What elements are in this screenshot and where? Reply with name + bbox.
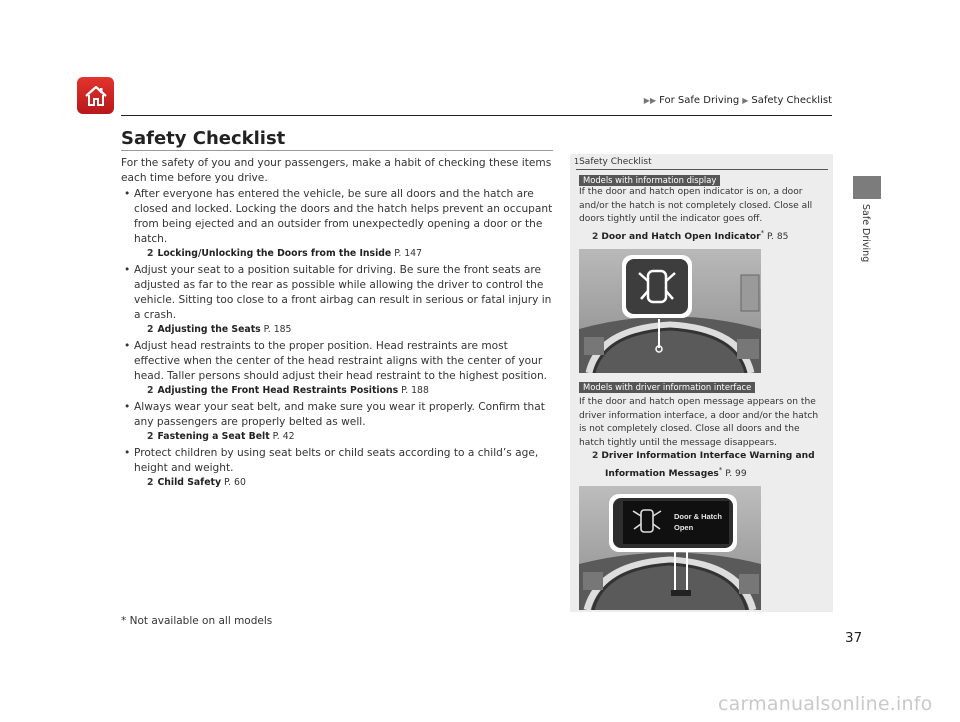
page-number: 37 bbox=[845, 630, 863, 646]
breadcrumb-current: Safety Checklist bbox=[751, 95, 832, 106]
footnote: * Not available on all models bbox=[121, 615, 273, 627]
breadcrumb-parent[interactable]: For Safe Driving bbox=[659, 95, 740, 106]
cross-reference[interactable]: 2 Door and Hatch Open Indicator* P. 85 bbox=[592, 228, 789, 242]
bullet-item: • Always wear your seat belt, and make sure you wear it properly. Confirm that any passengers are properly belted as well. bbox=[121, 400, 555, 430]
home-button[interactable] bbox=[77, 77, 114, 114]
breadcrumb bbox=[644, 95, 832, 106]
section-tab[interactable] bbox=[853, 176, 881, 199]
title-rule bbox=[121, 150, 553, 151]
indicator-illustration bbox=[579, 249, 761, 373]
chevron-right-icon: ▶▶ bbox=[643, 96, 657, 105]
bullet-item: • After everyone has entered the vehicle, be sure all doors and the hatch are closed and locked. Locking the doors and the hatch helps prevent an occupant from being ejected and an outsider from unexpectedly opening a door or the hatch. bbox=[121, 187, 555, 247]
intro-text: For the safety of you and your passengers, make a habit of checking these items each time before you drive. bbox=[121, 157, 552, 184]
cross-reference[interactable]: 2 Adjusting the Seats P. 185 bbox=[147, 324, 292, 335]
main-content bbox=[121, 156, 555, 492]
model-tag: Models with information display bbox=[579, 175, 720, 186]
cross-reference[interactable]: 2 Adjusting the Front Head Restraints Positions P. 188 bbox=[147, 385, 429, 396]
cross-reference[interactable]: Information Messages* P. 99 bbox=[605, 465, 747, 479]
sidebar-heading: 1Safety Checklist bbox=[574, 157, 652, 167]
bullet-item: • Adjust head restraints to the proper position. Head restraints are most effective when the center of the head restraint aligns with the center of your head. Taller persons should adjust their head restraint to the highest position. bbox=[121, 339, 555, 384]
header-rule bbox=[121, 115, 832, 116]
cross-reference[interactable]: 2 Driver Information Interface Warning and bbox=[592, 451, 815, 461]
cross-reference[interactable]: 2 Fastening a Seat Belt P. 42 bbox=[147, 431, 295, 442]
section-tab-label: Safe Driving bbox=[860, 204, 871, 263]
bullet-item: • Adjust your seat to a position suitable for driving. Be sure the front seats are adjusted as far to the rear as possible while allowing the driver to control the vehicle. Sitting too close to a front airbag can result in serious or fatal injury in a crash. bbox=[121, 263, 555, 323]
watermark: carmanualsonline.info bbox=[718, 693, 933, 715]
chevron-right-icon: ▶ bbox=[742, 96, 749, 105]
message-illustration bbox=[579, 486, 761, 610]
display-message-line1: Door & Hatch bbox=[674, 512, 722, 521]
cross-reference[interactable]: 2 Child Safety P. 60 bbox=[147, 477, 246, 488]
sidebar-text: If the door and hatch open indicator is on, a door and/or the hatch is not completely closed. Close all doors tightly until the indicator goes off. 2 Door and Hatch Open Indicator* P. 85 bbox=[579, 186, 825, 244]
bullet-item: • Protect children by using seat belts or child seats according to a child’s age, height and weight. bbox=[121, 446, 555, 476]
display-message-line2: Open bbox=[674, 523, 694, 532]
home-icon bbox=[83, 84, 109, 108]
sidebar-rule bbox=[576, 169, 828, 170]
page-title: Safety Checklist bbox=[121, 128, 286, 149]
model-tag: Models with driver information interface bbox=[579, 382, 755, 393]
sidebar-text: If the door and hatch open message appears on the driver information interface, a door and/or the hatch is not completely closed. Close all doors and the hatch tightly until the message disappears. 2 Driver Information Interface Warning and Information Messages* P. 99 bbox=[579, 396, 825, 481]
cross-reference[interactable]: 2 Locking/Unlocking the Doors from the Inside P. 147 bbox=[147, 248, 423, 259]
